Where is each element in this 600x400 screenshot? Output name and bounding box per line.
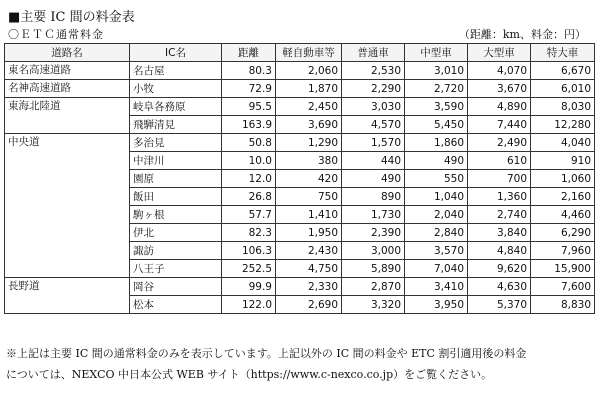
road-name-cell: 中央道 (5, 134, 130, 278)
table-row (5, 98, 595, 116)
medium-fee-cell: 5,450 (405, 116, 468, 134)
standard-fee-cell: 3,030 (342, 98, 405, 116)
distance-cell: 50.8 (222, 134, 276, 152)
kei-fee-cell: 2,430 (276, 242, 342, 260)
extra-large-fee-cell: 12,280 (531, 116, 595, 134)
extra-large-fee-cell: 6,290 (531, 224, 595, 242)
extra-large-fee-cell: 2,160 (531, 188, 595, 206)
kei-fee-cell: 2,330 (276, 278, 342, 296)
kei-fee-cell: 1,290 (276, 134, 342, 152)
footnote-line: ※上記は主要 IC 間の通常料金のみを表示しています。上記以外の IC 間の料金や ETC 割引適用後の料金 (6, 347, 527, 360)
standard-fee-cell: 3,000 (342, 242, 405, 260)
header-standard: 普通車 (342, 44, 405, 62)
medium-fee-cell: 3,570 (405, 242, 468, 260)
standard-fee-cell: 1,730 (342, 206, 405, 224)
etc-subtitle: 〇ＥＴＣ通常料金 (8, 28, 104, 41)
extra-large-fee-cell: 1,060 (531, 170, 595, 188)
header-kei: 軽自動車等 (276, 44, 342, 62)
kei-fee-cell: 420 (276, 170, 342, 188)
header-distance: 距離 (222, 44, 276, 62)
road-name-cell: 名神高速道路 (5, 80, 130, 98)
large-fee-cell: 4,070 (468, 62, 531, 80)
large-fee-cell: 2,490 (468, 134, 531, 152)
footnote (6, 343, 596, 385)
road-name-cell: 長野道 (5, 278, 130, 314)
distance-cell: 95.5 (222, 98, 276, 116)
ic-name-cell: 小牧 (130, 80, 222, 98)
extra-large-fee-cell: 7,960 (531, 242, 595, 260)
standard-fee-cell: 490 (342, 170, 405, 188)
ic-name-cell: 園原 (130, 170, 222, 188)
kei-fee-cell: 1,870 (276, 80, 342, 98)
kei-fee-cell: 1,410 (276, 206, 342, 224)
large-fee-cell: 7,440 (468, 116, 531, 134)
header-medium: 中型車 (405, 44, 468, 62)
header-row (5, 44, 595, 62)
distance-cell: 10.0 (222, 152, 276, 170)
medium-fee-cell: 3,950 (405, 296, 468, 314)
large-fee-cell: 5,370 (468, 296, 531, 314)
distance-cell: 12.0 (222, 170, 276, 188)
header-large: 大型車 (468, 44, 531, 62)
ic-name-cell: 飯田 (130, 188, 222, 206)
ic-name-cell: 多治見 (130, 134, 222, 152)
standard-fee-cell: 5,890 (342, 260, 405, 278)
medium-fee-cell: 2,840 (405, 224, 468, 242)
standard-fee-cell: 4,570 (342, 116, 405, 134)
ic-name-cell: 八王子 (130, 260, 222, 278)
kei-fee-cell: 1,950 (276, 224, 342, 242)
ic-name-cell: 諏訪 (130, 242, 222, 260)
large-fee-cell: 2,740 (468, 206, 531, 224)
footnote-line: については、NEXCO 中日本公式 WEB サイト（https://www.c-nexco.co.jp）をご覧ください。 (6, 368, 493, 381)
extra-large-fee-cell: 8,830 (531, 296, 595, 314)
table-row (5, 278, 595, 296)
medium-fee-cell: 2,720 (405, 80, 468, 98)
medium-fee-cell: 490 (405, 152, 468, 170)
medium-fee-cell: 7,040 (405, 260, 468, 278)
ic-name-cell: 駒ヶ根 (130, 206, 222, 224)
table-body (5, 62, 595, 314)
medium-fee-cell: 550 (405, 170, 468, 188)
extra-large-fee-cell: 6,010 (531, 80, 595, 98)
road-name-cell: 東名高速道路 (5, 62, 130, 80)
toll-fee-table (4, 43, 595, 314)
standard-fee-cell: 3,320 (342, 296, 405, 314)
ic-name-cell: 伊北 (130, 224, 222, 242)
standard-fee-cell: 2,390 (342, 224, 405, 242)
large-fee-cell: 4,890 (468, 98, 531, 116)
units-label: （距離：km、料金：円） (458, 28, 586, 41)
standard-fee-cell: 440 (342, 152, 405, 170)
ic-name-cell: 名古屋 (130, 62, 222, 80)
ic-name-cell: 松本 (130, 296, 222, 314)
header-extra-large: 特大車 (531, 44, 595, 62)
distance-cell: 57.7 (222, 206, 276, 224)
kei-fee-cell: 380 (276, 152, 342, 170)
table-row (5, 80, 595, 98)
table-row (5, 134, 595, 152)
large-fee-cell: 3,670 (468, 80, 531, 98)
header-road: 道路名 (5, 44, 130, 62)
medium-fee-cell: 1,040 (405, 188, 468, 206)
kei-fee-cell: 2,450 (276, 98, 342, 116)
large-fee-cell: 1,360 (468, 188, 531, 206)
extra-large-fee-cell: 6,670 (531, 62, 595, 80)
large-fee-cell: 9,620 (468, 260, 531, 278)
kei-fee-cell: 750 (276, 188, 342, 206)
large-fee-cell: 700 (468, 170, 531, 188)
distance-cell: 122.0 (222, 296, 276, 314)
header-ic: IC名 (130, 44, 222, 62)
standard-fee-cell: 2,530 (342, 62, 405, 80)
distance-cell: 252.5 (222, 260, 276, 278)
standard-fee-cell: 890 (342, 188, 405, 206)
large-fee-cell: 4,840 (468, 242, 531, 260)
extra-large-fee-cell: 4,040 (531, 134, 595, 152)
medium-fee-cell: 3,590 (405, 98, 468, 116)
standard-fee-cell: 2,290 (342, 80, 405, 98)
large-fee-cell: 610 (468, 152, 531, 170)
distance-cell: 99.9 (222, 278, 276, 296)
medium-fee-cell: 2,040 (405, 206, 468, 224)
distance-cell: 106.3 (222, 242, 276, 260)
standard-fee-cell: 1,570 (342, 134, 405, 152)
standard-fee-cell: 2,870 (342, 278, 405, 296)
ic-name-cell: 中津川 (130, 152, 222, 170)
large-fee-cell: 3,840 (468, 224, 531, 242)
table-row (5, 62, 595, 80)
distance-cell: 163.9 (222, 116, 276, 134)
ic-name-cell: 岐阜各務原 (130, 98, 222, 116)
kei-fee-cell: 2,690 (276, 296, 342, 314)
kei-fee-cell: 3,690 (276, 116, 342, 134)
kei-fee-cell: 4,750 (276, 260, 342, 278)
kei-fee-cell: 2,060 (276, 62, 342, 80)
extra-large-fee-cell: 4,460 (531, 206, 595, 224)
ic-name-cell: 岡谷 (130, 278, 222, 296)
extra-large-fee-cell: 910 (531, 152, 595, 170)
distance-cell: 82.3 (222, 224, 276, 242)
distance-cell: 26.8 (222, 188, 276, 206)
extra-large-fee-cell: 8,030 (531, 98, 595, 116)
extra-large-fee-cell: 15,900 (531, 260, 595, 278)
distance-cell: 80.3 (222, 62, 276, 80)
ic-name-cell: 飛騨清見 (130, 116, 222, 134)
medium-fee-cell: 3,010 (405, 62, 468, 80)
large-fee-cell: 4,630 (468, 278, 531, 296)
page-title: ■主要 IC 間の料金表 (8, 10, 135, 25)
distance-cell: 72.9 (222, 80, 276, 98)
medium-fee-cell: 3,410 (405, 278, 468, 296)
extra-large-fee-cell: 7,600 (531, 278, 595, 296)
medium-fee-cell: 1,860 (405, 134, 468, 152)
road-name-cell: 東海北陸道 (5, 98, 130, 134)
